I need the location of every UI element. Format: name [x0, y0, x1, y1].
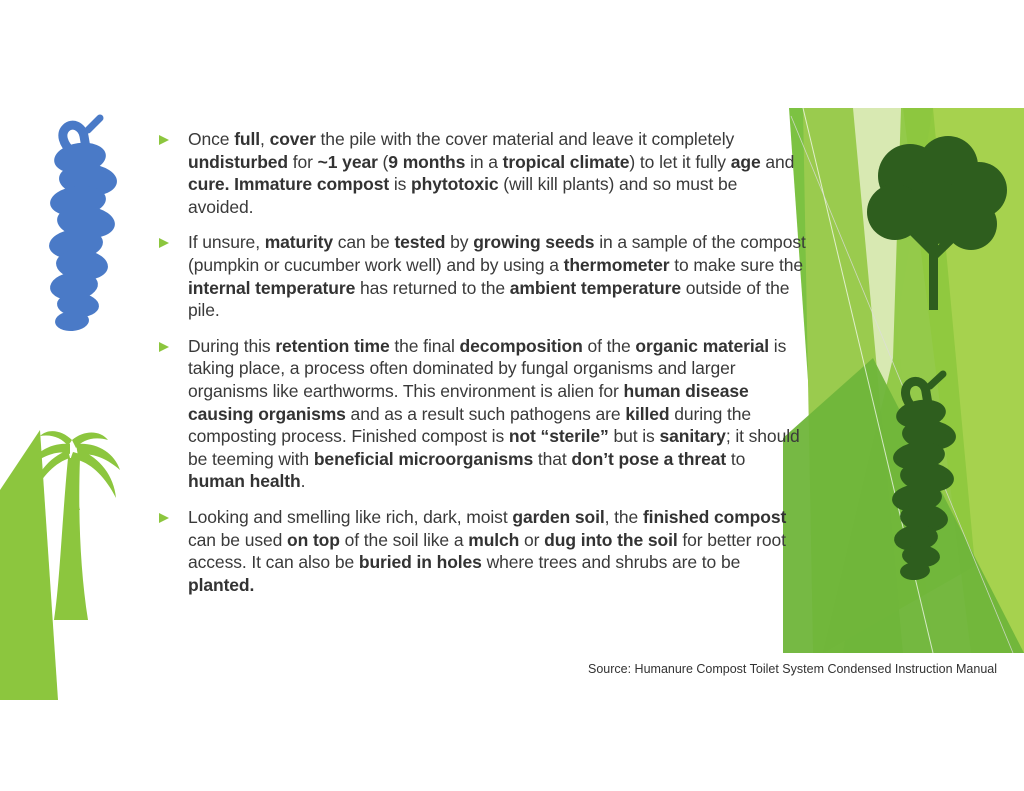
bullet-1-text: Once full, cover the pile with the cover material and leave it completely undisturbed for ~1 year (9 months in a tropical climate) to let it fully age and cure. Immature compost is phytotoxic (will kill plants) and so must be avoided.: [188, 129, 795, 217]
list-item: [158, 128, 806, 218]
triangle-bullet-icon: [158, 506, 188, 524]
right-decoration-group: [783, 108, 1024, 653]
triangle-bullet-icon: [158, 231, 188, 249]
bullet-3-text: During this retention time the final decomposition of the organic material is taking place, a process often dominated by fungal organisms and larger organisms like earthworms. This environment is alien for human disease causing organisms and as a result such pathogens are killed during the composting process. Finished compost is not “sterile” but is sanitary; it should be teeming with beneficial microorganisms that don’t pose a threat to human health.: [188, 335, 800, 492]
triangle-bullet-icon: [158, 335, 188, 353]
bullet-2-text: If unsure, maturity can be tested by growing seeds in a sample of the compost (pumpkin or cucumber work well) and by using a thermometer to make sure the internal temperature has returned to the ambient temperature outside of the pile.: [188, 232, 806, 321]
list-item: [158, 335, 806, 493]
left-art-svg: [0, 100, 180, 700]
source-caption: Source: Humanure Compost Toilet System Condensed Instruction Manual: [588, 662, 998, 676]
list-item: [158, 506, 806, 596]
right-art-svg: [783, 108, 1024, 653]
left-decoration-group: [0, 100, 180, 700]
bullet-4-text: Looking and smelling like rich, dark, moist garden soil, the finished compost can be used on top of the soil like a mulch or dug into the soil for better root access. It can also be buried in holes where trees and shrubs are to be planted.: [188, 506, 787, 595]
list-item: [158, 231, 806, 321]
bullet-list: [158, 128, 806, 596]
blue-worm-icon: [48, 118, 118, 332]
triangle-bullet-icon: [158, 128, 188, 146]
